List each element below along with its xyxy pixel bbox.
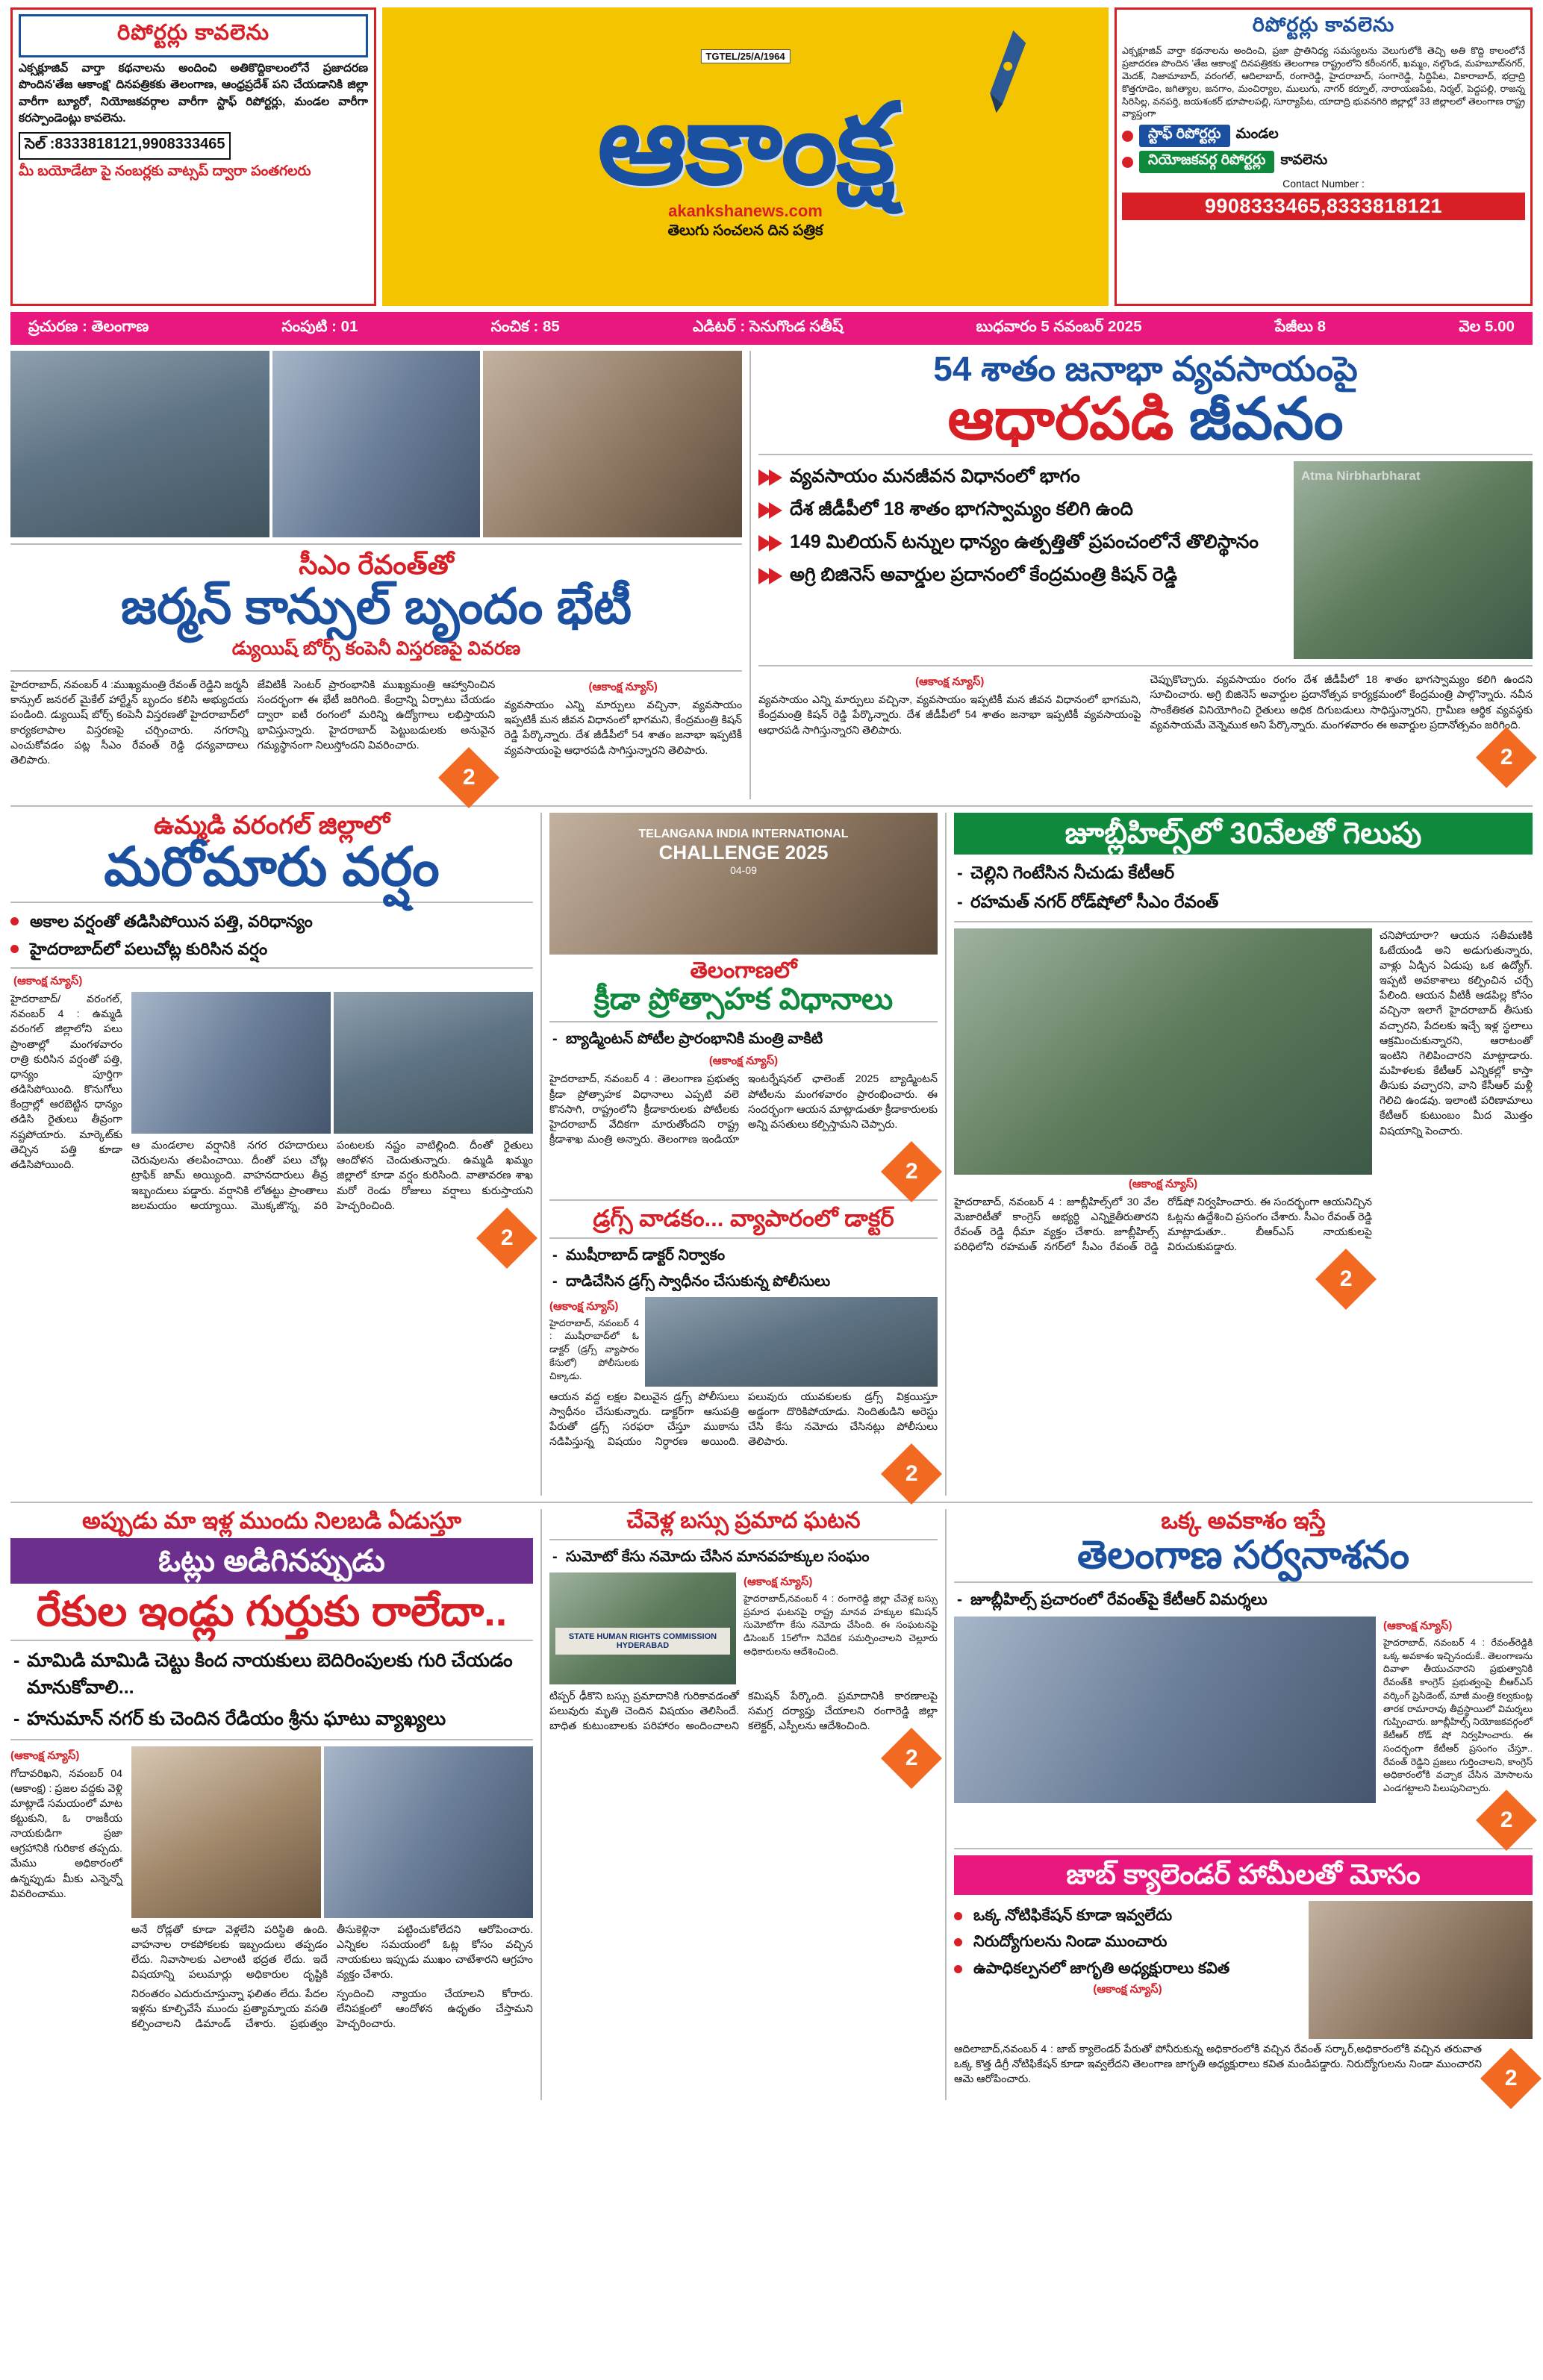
bullet-dot-icon bbox=[1122, 157, 1133, 168]
column-divider bbox=[945, 813, 947, 1496]
jubilee-byline: (ఆకాంక్ష న్యూస్) bbox=[1128, 1177, 1198, 1190]
photo-rain-street-2 bbox=[334, 992, 533, 1134]
divider bbox=[954, 1581, 1533, 1583]
masthead-right-ad bbox=[1115, 7, 1533, 306]
cm-story-headline: జర్మన్ కాన్సుల్ బృందం భేటీ bbox=[120, 578, 632, 634]
jubilee-dash-2: - రహమత్ నగర్ రోడ్‌షోలో సీఎం రేవంత్ bbox=[954, 890, 1533, 914]
divider bbox=[10, 543, 742, 545]
demolition-byline: (ఆకాంక్ష న్యూస్) bbox=[10, 1749, 80, 1762]
divider bbox=[10, 1502, 1533, 1503]
drugs-headline: డ్రగ్స్ వాడకం... వ్యాపారంలో డాక్టర్ bbox=[593, 1205, 894, 1232]
bus-byline: (ఆకాంక్ష న్యూస్) bbox=[744, 1575, 813, 1588]
demolition-col1: గోదావరిఖని, నవంబర్ 04 (ఆకాంక్ష) : ప్రజల వద్దకు వెళ్లి మాట్లాడే సమయంలో మాట కట్టుకుని, ఓ రాజకీయ నాయకుడిగా ప్రజా ఆగ్రహానికి గురికాక తప్పదు. మేము అధికారంలో ఉన్నప్పుడు మీకు ఎన్నెన్నో వివరించాము. bbox=[10, 1767, 122, 1900]
jobcal-bullet-3: ఉపాధికల్పనలో జాగృతి అధ్యక్షురాలు కవిత bbox=[954, 1957, 1301, 1981]
photo-stethoscope bbox=[645, 1297, 938, 1387]
demolition-col2: అనే రోడ్లతో కూడా వెళ్లలేని పరిస్థితి ఉంది. వాహనాల రాకపోకలకు ఇబ్బందులు తప్పడం లేదు. నివాసాలకు ఎలాంటి భద్రత లేదు. ఇదే విషయాన్ని పలుమార్లు అధికారుల దృష్టికి తీసుకెళ్లినా పట్టించుకోలేదని ఆరోపించారు. ఎన్నికల సమయంలో ఓట్ల కోసం వచ్చిన నాయకులు ఇప్పుడు ముఖం చాటేశారని ఆగ్రహం వ్యక్తం చేశారు. bbox=[131, 1923, 533, 1981]
lead-headline-2b: జీవనం bbox=[1188, 386, 1344, 452]
continued-page-number: 2 bbox=[905, 1159, 918, 1184]
drugs-dash-2: - దాడిచేసిన డ్రగ్స్ స్వాధీనం చేసుకున్న పోలీసులు bbox=[549, 1271, 938, 1293]
photo-meeting-room bbox=[10, 351, 269, 537]
recruit-title-right: రిపోర్టర్లు కావలెను bbox=[1252, 13, 1395, 36]
bus-dash-list bbox=[549, 1546, 938, 1568]
divider bbox=[10, 902, 533, 903]
hrc-sign-text: STATE HUMAN RIGHTS COMMISSION HYDERABAD bbox=[555, 1628, 730, 1655]
recruit-badge-1-chip: స్టాఫ్ రిపోర్టర్లు bbox=[1139, 125, 1230, 147]
photo-rain-street-1 bbox=[131, 992, 331, 1134]
rain-byline: (ఆకాంక్ష న్యూస్) bbox=[13, 975, 83, 988]
paper-tagline: తెలుగు సంచలన దిన పత్రిక bbox=[667, 222, 823, 239]
photo-delegation-2 bbox=[483, 351, 742, 537]
rain-bullets bbox=[10, 909, 533, 961]
recruit-title-left: రిపోర్టర్లు కావలెను bbox=[19, 14, 368, 57]
drugs-col1: హైదరాబాద్, నవంబర్ 4 : ముషీరాబాద్‌లో ఓ డాక్టర్ (డ్రగ్స్ వ్యాపారం కేసులో) పోలీసులకు చిక్కాడు. bbox=[549, 1317, 639, 1381]
jubilee-col1: హైదరాబాద్, నవంబర్ 4 : జూబ్లీహిల్స్‌లో 30 వేల మెజారిటీతో కాంగ్రెస్ అభ్యర్థి ఎన్నికైతీరుతారని రేవంత్ రెడ్డి ధీమా వ్యక్తం చేశారు. జూబ్లీహిల్స్ పరిధిలోని రహమత్ నగర్‌లో సీఎం రేవంత్ రెడ్డి రోడ్‌షో నిర్వహించారు. ఈ సందర్భంగా ఆయనిచ్చిన ఓట్లను ఉద్దేశించి ప్రసంగం చేశారు. సీఎం రేవంత్ రెడ్డి మాట్లాడుతూ.. బీఆర్ఎస్ నాయకులపై విరుచుకుపడ్డారు. bbox=[954, 1196, 1372, 1254]
continued-page-number: 2 bbox=[1500, 1807, 1513, 1832]
bus-col1: హైదరాబాద్,నవంబర్ 4 : రంగారెడ్డి జిల్లా చేవెళ్ల బస్సు ప్రమాద ఘటనపై రాష్ట్ర మానవ హక్కుల కమిషన్ సుమోటోగా కేసు నమోదు చేసింది. ఈ సంఘటనపై డిసెంబర్ 15లోగా నివేదిక సమర్పించాలని చెల్లూరు అధికారులను ఆదేశించింది. bbox=[744, 1593, 938, 1657]
bus-col2: టిప్పర్ ఢీకొని బస్సు ప్రమాదానికి గురికావడంతో పలువురు మృతి చెందిన విషయం తెలిసిందే. బాధిత కుటుంబాలకు పరిహారం అందించాలని కమిషన్ పేర్కొంది. ప్రమాదానికి కారణాలపై సమగ్ర దర్యాప్తు చేయాలని రంగారెడ్డి జిల్లా కలెక్టర్, ఎస్పీలను ఆదేశించింది. bbox=[549, 1690, 938, 1733]
photo-delegation-1 bbox=[272, 351, 480, 537]
divider bbox=[954, 921, 1533, 922]
ribbon-item-pages: పేజీలు 8 bbox=[1274, 318, 1327, 335]
divider bbox=[549, 1237, 938, 1239]
drugs-col2: ఆయన వద్ద లక్షల విలువైన డ్రగ్స్ పోలీసులు స్వాధీనం చేసుకున్నారు. డాక్టర్‌గా ఆసుపత్రి పేరుతో డ్రగ్స్ సరఫరా చేస్తూ ముఠాను నడిపిస్తున్న విషయం నిర్ధారణ అయింది. పలువురు యువకులకు డ్రగ్స్ విక్రయిస్తూ అడ్డంగా దొరికిపోయాడు. నిందితుడిని అరెస్టు చేసి కేసు నమోదు చేసినట్లు పోలీసులు తెలిపారు. bbox=[549, 1390, 938, 1449]
rain-headline: మరోమారు వర్షం bbox=[104, 837, 440, 897]
event-banner-date: 04-09 bbox=[730, 863, 757, 876]
jobcal-bullets bbox=[954, 1904, 1301, 1981]
rain-bullet-2: హైదరాబాద్‌లో పలుచోట్ల కురిసిన వర్షం bbox=[10, 937, 533, 961]
masthead bbox=[10, 7, 1533, 306]
ribbon-item-price: వెల 5.00 bbox=[1459, 318, 1515, 335]
divider bbox=[954, 1848, 1533, 1849]
drugs-byline: (ఆకాంక్ష న్యూస్) bbox=[549, 1299, 619, 1313]
ribbon-item-date: బుధవారం 5 నవంబర్ 2025 bbox=[976, 318, 1142, 335]
jubilee-dash-list bbox=[954, 861, 1533, 915]
destruction-headline: తెలంగాణ సర్వనాశనం bbox=[1076, 1533, 1410, 1577]
photo-kishan-reddy bbox=[1294, 461, 1533, 659]
continued-page-badge[interactable] bbox=[881, 1443, 942, 1505]
divider bbox=[549, 1539, 938, 1540]
registration-number: TGTEL/25/A/1964 bbox=[700, 49, 790, 63]
continued-page-number: 2 bbox=[905, 1746, 918, 1771]
cm-story-col1: హైదరాబాద్, నవంబర్ 4 :ముఖ్యమంత్రి రేవంత్ రెడ్డిని జర్మనీ కాన్సుల్ జనరల్ మైకేల్ హార్ట్మేన్ బృందం కలిసి అభ్యుదయ పండింది. డ్యుయిష్ బోర్స్ కంపెనీ విస్తరణతో హైదరాబాద్‌లో కార్యకలాపాల విస్తరణపై చర్చించారు. నగరాన్ని ఎంచుకోవడం పట్ల సీఎం రేవంత్ రెడ్డి ధన్యవాదాలు తెలిపారు. bbox=[10, 679, 249, 766]
demolition-dash-2: - హనుమాన్ నగర్ కు చెందిన రేడియం శ్రీను ఘాటు వ్యాఖ్యలు bbox=[10, 1705, 533, 1732]
contact-number: 9908333465,8333818121 bbox=[1122, 193, 1525, 220]
continued-page-badge[interactable] bbox=[1480, 2048, 1542, 2109]
photo-roadshow-revanth bbox=[954, 928, 1372, 1175]
rain-kicker: ఉమ్మడి వరంగల్ జిల్లాలో bbox=[153, 810, 390, 840]
ribbon-item-volume: సంపుటి : 01 bbox=[281, 318, 358, 335]
jubilee-band: జూబ్లీహిల్స్‌లో 30వేలతో గెలుపు bbox=[954, 813, 1533, 855]
divider bbox=[758, 454, 1533, 455]
drugs-dash-1: - ముషీరాబాద్ డాక్టర్ నిర్వాకం bbox=[549, 1245, 938, 1266]
recruit-body-right: ఎక్సక్లూజివ్ వార్తా కథనాలను అందించి, ప్రజా ప్రాతినిధ్య సమస్యలను వెలుగులోకి తెచ్చి అతి కొద్ది కాలంలోనే ప్రజాదరణ పొందిన 'తేజ ఆకాంక్ష' దినపత్రికకు తెలంగాణ రాష్ట్రంలోని కరీంనగర్, ఖమ్మం, నల్గొండ, మహబూబ్‌నగర్, మెదక్, నిజామాబాద్, వరంగల్, ఆదిలాబాద్, రంగారెడ్డి, హైదరాబాద్, సంగారెడ్డి, సిద్ధిపేట, వికారాబాద్, భద్రాద్రి కొత్తగూడెం, జగిత్యాల, జనగాం, మంచిర్యాల, ములుగు, నాగర్ కర్నూల్, నారాయణపేట, నిర్మల్, పెద్దపల్లి, రాజన్న సిరిసిల్ల, వనపర్తి, జయశంకర్ భూపాలపల్లి, సూర్యాపేట, యాదాద్రి భువనగిరి జిల్లాల్లో 33 జిల్లాలలో తెలంగాణ రాష్ట్ర వ్యాప్తంగా bbox=[1122, 46, 1525, 119]
event-banner-sub: CHALLENGE 2025 bbox=[658, 840, 829, 863]
destruction-dash-list bbox=[954, 1589, 1533, 1611]
recruit-badges bbox=[1122, 125, 1525, 173]
ribbon-item-editor: ఎడిటర్ : సెనుగొండ సతీష్ bbox=[692, 318, 844, 335]
photo-badminton-event bbox=[549, 813, 938, 955]
jobcal-band: జాబ్ క్యాలెండర్ హామీలతో మోసం bbox=[954, 1855, 1533, 1895]
pen-nib-icon bbox=[967, 27, 1056, 116]
demolition-band: ఓట్లు అడిగినప్పుడు bbox=[10, 1538, 533, 1584]
photo-demolition-jcb bbox=[131, 1746, 321, 1918]
column-divider bbox=[945, 1509, 947, 2099]
divider bbox=[10, 1739, 533, 1740]
sports-dash-1: - బ్యాడ్మింటన్ పోటీల ప్రారంభానికి మంత్రి వాకిటి bbox=[549, 1028, 938, 1050]
issue-ribbon bbox=[10, 312, 1533, 345]
destruction-dash-1: - జూబ్లీహిల్స్ ప్రచారంలో రేవంత్‌పై కేటీఆర్ విమర్శలు bbox=[954, 1589, 1533, 1611]
rain-col2: ఆ మండలాల వర్షానికి నగర రహదారులు చెరువులను తలపించాయి. దీంతో పలు చోట్ల ట్రాఫిక్ జామ్ అయ్యింది. వాహనదారులు తీవ్ర ఇబ్బందులు పడ్డారు. వర్షానికి లోతట్టు ప్రాంతాలు జలమయం అయ్యాయి. మొక్కజొన్న, వరి పంటలకు నష్టం వాటిల్లింది. దీంతో రైతులు ఆందోళన చెందుతున్నారు. ఉమ్మడి ఖమ్మం జిల్లాలో కూడా వర్షం కురిసింది. వాతావరణ శాఖ మరో రెండు రోజులు వర్షాలు కురుస్తాయని హెచ్చరించింది. bbox=[131, 1140, 533, 1212]
jobcal-bullet-2: నిరుద్యోగులను నిండా ముంచారు bbox=[954, 1930, 1301, 1954]
lead-col-left: వ్యవసాయం ఎన్ని మార్పులు వచ్చినా, వ్యవసాయం ఇప్పటికీ మన జీవన విధానంలో భాగమని, కేంద్రమంత్రి కిషన్ రెడ్డి పేర్కొన్నారు. దేశ జీడీపీలో 54 శాతం జనాభా ఇప్పటికీ వ్యవసాయంపై ఆధారపడి సాగిస్తున్నారని తెలిపారు. bbox=[758, 694, 1141, 737]
lead-byline: (ఆకాంక్ష న్యూస్) bbox=[915, 675, 985, 689]
paper-website[interactable]: akankshanews.com bbox=[668, 201, 823, 220]
continued-page-number: 2 bbox=[500, 1225, 514, 1250]
jobcal-byline: (ఆకాంక్ష న్యూస్) bbox=[1093, 1983, 1162, 1996]
recruit-body-left: ఎక్సక్లూజివ్ వార్తా కథనాలను అందించి అతికొద్దికాలంలోనే ప్రజాదరణ పొందిన'తేజ ఆకాంక్ష' దినపత్రికకు తెలంగాణ, ఆంధ్రప్రదేశ్ పని చేయడానికి జిల్లా వారీగా బ్యూరో, నియోజకవర్గాల వారీగా స్టాఫ్ రిపోర్టర్లు, మండల వారీగా కరస్పాండెంట్లు కావలెను. bbox=[19, 62, 368, 125]
lead-point-3: 149 మిలియన్ టన్నుల ధాన్యం ఉత్పత్తితో ప్రపంచంలోనే తొలిస్థానం bbox=[758, 530, 1286, 555]
photo-kavitha-meeting bbox=[1309, 1901, 1533, 2039]
sports-headline: క్రీడా ప్రోత్సాహక విధానాలు bbox=[593, 983, 894, 1016]
recruit-foot-left: మీ బయోడేటా పై నంబర్లకు వాట్సప్ ద్వారా పంతగలరు bbox=[19, 163, 311, 179]
sports-region: తెలంగాణలో bbox=[690, 958, 797, 983]
recruit-badge-1 bbox=[1122, 125, 1279, 147]
photo-crowd-protest bbox=[324, 1746, 533, 1918]
sports-dash-list bbox=[549, 1028, 938, 1050]
divider bbox=[549, 1199, 938, 1201]
bullet-dot-icon bbox=[1122, 131, 1133, 142]
continued-page-number: 2 bbox=[905, 1461, 918, 1487]
demolition-dash-1: - మామిడి మామిడి చెట్టు కింద నాయకులు బెదిరింపులకు గురి చేయడం మానుకోవాలి... bbox=[10, 1647, 533, 1702]
continued-page-badge[interactable] bbox=[1476, 727, 1537, 788]
column-divider bbox=[540, 813, 542, 1496]
bus-dash-1: - సుమోటో కేసు నమోదు చేసిన మానవహక్కుల సంఘం bbox=[549, 1546, 938, 1568]
destruction-kicker: ఒక్క అవకాశం ఇస్తే bbox=[1161, 1508, 1326, 1534]
lead-headline-2a: ఆధారపడి bbox=[947, 386, 1174, 452]
cm-story-byline: (ఆకాంక్ష న్యూస్) bbox=[588, 681, 658, 694]
divider bbox=[758, 665, 1533, 666]
continued-page-badge[interactable] bbox=[476, 1208, 537, 1269]
sports-body: హైదరాబాద్, నవంబర్ 4 : తెలంగాణ ప్రభుత్వ క్రీడా ప్రోత్సాహక విధానాలు ఎప్పటి వలె కొనసాగి, రాష్ట్రంలోని క్రీడాకారులకు పోటీలకు హైదరాబాద్ వేదికగా మారుతోందని రాష్ట్ర క్రీడాశాఖ మంత్రి అన్నారు. తెలంగాణ ఇండియా ఇంటర్నేషనల్ ఛాలెంజ్ 2025 బ్యాడ్మింటన్ పోటీలను మంగళవారం ప్రారంభించారు. ఈ సందర్భంగా ఆయన మాట్లాడుతూ క్రీడాకారులకు అన్ని వసతులు కల్పిస్తామని చెప్పారు. bbox=[549, 1073, 938, 1146]
continued-page-number: 2 bbox=[1339, 1266, 1353, 1292]
contact-label: Contact Number : bbox=[1282, 178, 1365, 190]
lead-point-1: వ్యవసాయం మనజీవన విధానంలో భాగం bbox=[758, 464, 1286, 490]
lead-headline-1: 54 శాతం జనాభా వ్యవసాయంపై bbox=[933, 349, 1358, 388]
recruit-phone-left: సెల్ :8333818121,9908333465 bbox=[19, 132, 231, 160]
cm-story-col2: జేవిటికీ సెంటర్ ప్రారంభానికి ముఖ్యమంత్రి ఆహ్వానించిన సందర్భంగా ఈ భేటీ జరిగింది. కేంద్రాన్ని ఏర్పాటు చేయడం ద్వారా ఐటీ రంగంలో మరిన్ని ఉద్యోగాలు లభిస్తాయని భావిస్తున్నారు. హైదరాబాద్ పెట్టుబడులకు అనువైన గమ్యస్థానంగా నిలుస్తోందని వివరించారు. bbox=[257, 679, 496, 752]
sports-byline: (ఆకాంక్ష న్యూస్) bbox=[708, 1055, 779, 1068]
continued-page-badge[interactable] bbox=[1315, 1249, 1377, 1310]
masthead-logo-block bbox=[382, 7, 1109, 306]
continued-page-number: 2 bbox=[1504, 2065, 1518, 2090]
demolition-headline: రేకుల ఇండ్లు గుర్తుకు రాలేదా.. bbox=[36, 1587, 508, 1634]
continued-page-number: 2 bbox=[463, 764, 476, 790]
divider bbox=[10, 670, 742, 672]
cm-story-kicker: సీఎం రేవంత్‌తో bbox=[299, 549, 454, 580]
divider bbox=[10, 805, 1533, 807]
continued-page-badge[interactable] bbox=[881, 1728, 942, 1789]
ribbon-item-issue: సంచిక : 85 bbox=[490, 318, 560, 335]
jobcal-bullet-1: ఒక్క నోటిఫికేషన్ కూడా ఇవ్వలేదు bbox=[954, 1904, 1301, 1928]
photo-caption-overlay: Atma Nirbharbharat bbox=[1301, 469, 1421, 484]
event-banner-title: TELANGANA INDIA INTERNATIONAL bbox=[638, 827, 849, 840]
ribbon-item-publication: ప్రచురణ : తెలంగాణ bbox=[28, 318, 149, 335]
jobcal-body: ఆదిలాబాద్,నవంబర్ 4 : జాబ్ క్యాలెండర్ పేరుతో పోనీరుకున్న అధికారంలోకి వచ్చిన రేవంత్ సర్కార్,అధికారంలోకి వచ్చిన తరువాత ఒక్క కొత్త డిగ్రీ నోటిఫికేషన్ కూడా ఇవ్వలేదని తెలంగాణ జాగృతి అధ్యక్షురాలు కవిత మండిపడ్డారు. నిరుద్యోగులను నిండా ముంచారని ఆమె ఆరోపించారు. bbox=[954, 2043, 1482, 2085]
cm-story-col3: వ్యవసాయం ఎన్ని మార్పులు వచ్చినా, వ్యవసాయం ఇప్పటికీ మన జీవన విధానంలో భాగమని, కేంద్రమంత్రి కిషన్ రెడ్డి పేర్కొన్నారు. దేశ జీడీపీలో 54 శాతం జనాభా ఇప్పటికీ వ్యవసాయంపై ఆధారపడి సాగిస్తున్నారని తెలిపారు. bbox=[504, 699, 743, 757]
top-photo-strip bbox=[10, 351, 742, 537]
paper-logo: ఆకాంక్ష bbox=[597, 81, 894, 207]
divider bbox=[10, 1640, 533, 1641]
demolition-dash-list bbox=[10, 1647, 533, 1733]
recruit-badge-1-plain: మండల bbox=[1235, 126, 1279, 143]
lead-point-2: దేశ జీడీపీలో 18 శాతం భాగస్వామ్యం కలిగి ఉంది bbox=[758, 497, 1286, 522]
cm-story-subhead: డ్యుయిష్ బోర్స్ కంపెనీ విస్తరణపై వివరణ bbox=[231, 638, 521, 660]
drugs-dash-list bbox=[549, 1245, 938, 1293]
column-divider bbox=[749, 351, 751, 799]
recruit-badge-2 bbox=[1122, 151, 1327, 173]
continued-page-badge[interactable] bbox=[1476, 1790, 1537, 1851]
lead-point-4: అగ్రి బిజినెస్ అవార్డుల ప్రదానంలో కేంద్రమంత్రి కిషన్ రెడ్డి bbox=[758, 563, 1286, 588]
lead-points bbox=[758, 464, 1286, 656]
rain-col1: హైదరాబాద్/ వరంగల్, నవంబర్ 4 : ఉమ్మడి వరంగల్ జిల్లాలోని పలు ప్రాంతాల్లో మంగళవారం రాత్రి కురిసిన వర్షంతో పత్తి, ధాన్యం పూర్తిగా తడిసిపోయింది. కొనుగోలు కేంద్రాల్లో ఆరబెట్టిన ధాన్యం తడిసి రైతులు తీవ్రంగా నష్టపోయారు. మార్కెట్‌కు తెచ్చిన పత్తి కూడా తడిసిపోయింది. bbox=[10, 993, 122, 1171]
column-divider bbox=[540, 1509, 542, 2099]
demolition-col3: నిరంతరం ఎదురుచూస్తున్నా ఫలితం లేదు. పేదల ఇళ్లను కూల్చివేసే ముందు ప్రత్యామ్నాయ వసతి కల్పించాలని డిమాండ్ చేశారు. ప్రభుత్వం స్పందించి న్యాయం చేయాలని కోరారు. లేనిపక్షంలో ఆందోళన ఉధృతం చేస్తామని హెచ్చరించారు. bbox=[131, 1988, 533, 2031]
recruit-badge-2-chip: నియోజకవర్గ రిపోర్టర్లు bbox=[1139, 151, 1274, 173]
destruction-byline: (ఆకాంక్ష న్యూస్) bbox=[1383, 1619, 1453, 1632]
continued-page-badge[interactable] bbox=[881, 1141, 942, 1202]
jubilee-col2: చనిపోయారా? ఆయన సతీమణికి ఓటేయండి అని అడుగుతున్నారు, వాళ్లు ఏడ్చిన ఏడుపు ఒక ఉద్యోగ్. ఇప్పటి అవకాశాలు కల్పించిన చర్చే పేలింది. ఆయన వీటికీ ఆడపిల్ల కోసం వచ్చినా ఇలాగే హైదరాబాద్ తీసుకు వచ్చారని, పేదలకు ఇచ్చే ఇళ్ల స్థలాలు ఆక్రమించుకున్నారని, ఆరాటంతో ఇంటిని గెలిపించారని మాట్లాడారు. మహిళలకు కేటీఆర్ ఎన్నికల్లో కాస్తా తీసుకు వచ్చారని, వాని కేసీఆర్ మళ్లీ గెలిచి ఉండవు. ఇలాంటి పరిణామాలు కేటీఆర్ కుటుంబం మీద మొత్తం విషయాన్ని పెంచారు. bbox=[1380, 929, 1533, 1137]
photo-hrc-signboard bbox=[549, 1572, 736, 1684]
continued-page-number: 2 bbox=[1500, 744, 1513, 769]
jubilee-dash-1: - చెల్లిని గెంటేసిన నీచుడు కేటీఆర్ bbox=[954, 861, 1533, 885]
masthead-left-ad bbox=[10, 7, 376, 306]
photo-ktr-rally bbox=[954, 1617, 1376, 1803]
recruit-badge-2-plain: కావలెను bbox=[1280, 152, 1328, 169]
lead-col-right: చెప్పుకొచ్చారు. వ్యవసాయం రంగం దేశ జీడీపీలో 18 శాతం భాగస్వామ్యం కలిగి ఉందని సూచించారు. అగ్రి బిజినెస్ అవార్డుల ప్రదానోత్సవ కార్యక్రమంలో కేంద్రమంత్రి పాల్గొన్నారు. నవీన సాంకేతికత వినియోగించి రైతులు అధిక దిగుబడులు సాధిస్తున్నారని, గ్రామీణ ఆర్థిక వ్యవస్థకు వ్యవసాయమే వెన్నెముక అని పేర్కొన్నారు. మంగళవారం ఈ అవార్డుల ప్రదానోత్సవం జరిగింది. bbox=[1150, 674, 1533, 731]
divider bbox=[549, 1021, 938, 1022]
continued-page-badge[interactable] bbox=[438, 747, 499, 808]
demolition-kicker: అప్పుడు మా ఇళ్ల ముందు నిలబడి ఏడుస్తూ bbox=[81, 1508, 462, 1534]
bus-headline: చేవెళ్ల బస్సు ప్రమాద ఘటన bbox=[626, 1508, 861, 1534]
rain-bullet-1: అకాల వర్షంతో తడిసిపోయిన పత్తి, వరిధాన్యం bbox=[10, 909, 533, 934]
divider bbox=[10, 967, 533, 969]
destruction-body: హైదరాబాద్, నవంబర్ 4 : రేవంత్‌రెడ్డికి ఒక్క అవకాశం ఇచ్చినందుకే.. తెలంగాణను దివాళా తీయుచనారని ప్రభుత్వానికి రేవంత్‌కి కాంగ్రెస్ ప్రభుత్వంపై బీఆర్ఎస్ వర్కింగ్ ప్రెసిడెంట్, మాజీ మంత్రి కల్వకుంట్ల తారక రామారావు తీవ్రస్థాయిలో విమర్శలు గుప్పించారు. జూబ్లీహిల్స్ నియోజకవర్గంలో కేటీఆర్ రోడ్ షో నిర్వహించారు. ఈ సందర్భంగా కేటీఆర్ ప్రసంగం చేస్తూ.. రేవంత్ రెడ్డిని ప్రజలు గుర్తించాలని, కాంగ్రెస్ అధికారంలోకి వచ్చాక చేసిన మోసాలను ఎండగట్టాలని పిలుపునిచ్చారు. bbox=[1383, 1637, 1533, 1794]
